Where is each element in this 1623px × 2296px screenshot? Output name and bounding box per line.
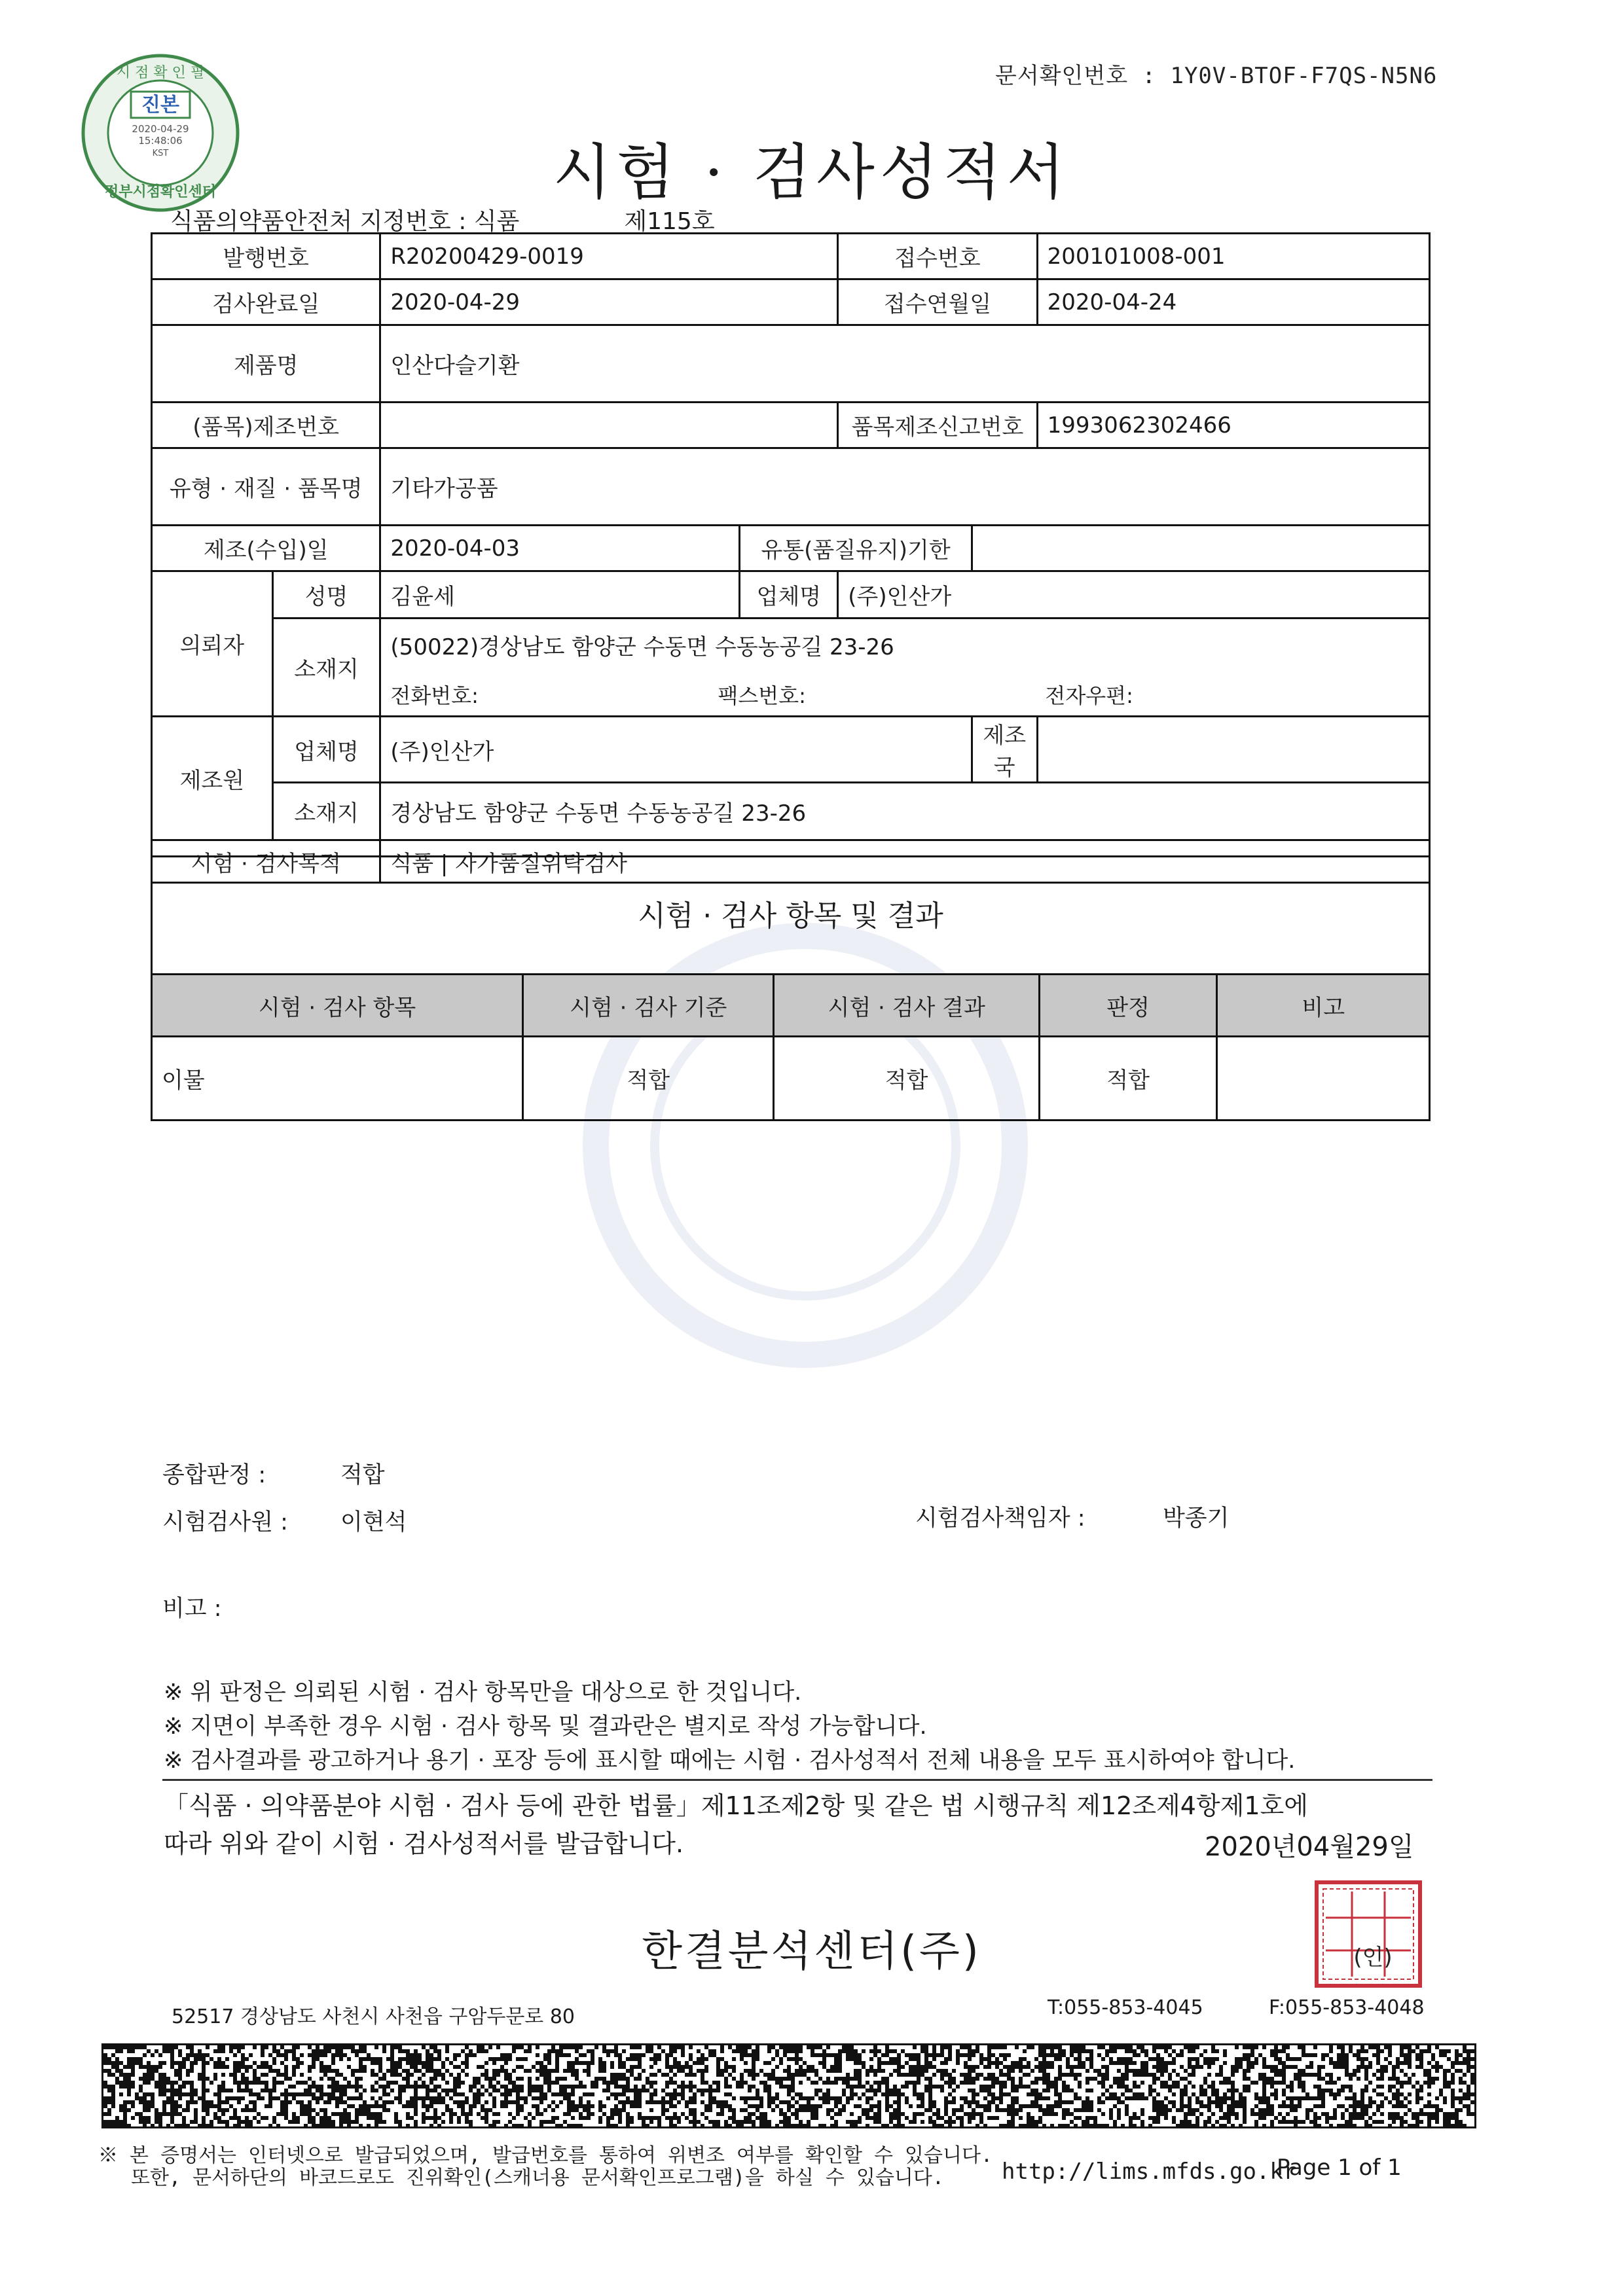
seal-top-text: 시 점 확 인 필: [116, 65, 205, 81]
company-tel: T:055-853-4045: [1048, 1996, 1203, 2019]
country-label: 제조국: [972, 717, 1037, 783]
legal-line-1: 「식품 · 의약품분야 시험 · 검사 등에 관한 법률」제11조제2항 및 같은 법 시행규칙 제12조제4항제1호에: [164, 1791, 1308, 1820]
company-stamp-icon: [1313, 1878, 1424, 1990]
company-fax: F:055-853-4048: [1269, 1996, 1425, 2019]
verification-barcode: [101, 2043, 1476, 2128]
table-row: [152, 1037, 1430, 1121]
lot-label: (품목)제조번호: [152, 403, 380, 448]
receipt-no: 200101008-001: [1037, 234, 1429, 279]
client-address-cell: [380, 619, 1430, 717]
result-remark: [1217, 1037, 1430, 1121]
result-standard: 적합: [523, 1037, 774, 1121]
email-label: 전자우편:: [1045, 683, 1133, 708]
manager-name: 박종기: [1163, 1505, 1230, 1532]
issue-no-label: 발행번호: [152, 234, 380, 279]
designation-number: 제115호: [624, 208, 715, 235]
client-label: 의뢰자: [152, 571, 273, 717]
overall-label: 종합판정 :: [162, 1462, 266, 1488]
complete-date: 2020-04-29: [380, 279, 838, 325]
result-item: 이물: [152, 1037, 523, 1121]
results-table: [151, 973, 1431, 1121]
seal-bottom-text: 정부시점확인센터: [104, 184, 217, 200]
client-company-label: 업체명: [740, 571, 838, 619]
client-name: 김윤세: [380, 571, 740, 619]
results-header-item: 시험 · 검사 항목: [152, 975, 523, 1037]
info-table: [151, 232, 1431, 884]
legal-line-2: 따라 위와 같이 시험 · 검사성적서를 발급합니다.: [164, 1829, 684, 1858]
receipt-date-label: 접수연월일: [838, 279, 1037, 325]
fax-label: 팩스번호:: [718, 683, 806, 708]
divider: [162, 1779, 1432, 1781]
lot-number: [380, 403, 838, 448]
client-company: (주)인산가: [838, 571, 1430, 619]
footer-note-1: ※ 본 증명서는 인터넷으로 발급되었으며, 발급번호를 통하여 위변조 여부를 확인할 수 있습니다.: [98, 2144, 993, 2167]
mfg-date: 2020-04-03: [380, 526, 740, 571]
result-value: 적합: [774, 1037, 1039, 1121]
maker-addr-label: 소재지: [272, 783, 380, 840]
page-number: Page 1 of 1: [1277, 2155, 1402, 2181]
purpose-label: 시험 · 검사목적: [152, 840, 380, 883]
report-no-label: 품목제조신고번호: [838, 403, 1037, 448]
product-label: 제품명: [152, 325, 380, 403]
manager-label: 시험검사책임자 :: [915, 1505, 1085, 1532]
mfg-date-label: 제조(수입)일: [152, 526, 380, 571]
note-2: ※ 지면이 부족한 경우 시험 · 검사 항목 및 결과란은 별지로 작성 가능합니다.: [164, 1713, 927, 1740]
purpose: 식품 | 자가품질위탁검사: [380, 840, 1430, 883]
maker-label: 제조원: [152, 717, 273, 840]
client-addr-label: 소재지: [272, 619, 380, 717]
receipt-date: 2020-04-24: [1037, 279, 1429, 325]
results-title: 시험 · 검사 항목 및 결과: [151, 855, 1431, 973]
client-address: (50022)경상남도 함양군 수동면 수동농공길 23-26: [390, 634, 894, 660]
expiry-date: [972, 526, 1429, 571]
results-header-standard: 시험 · 검사 기준: [523, 975, 774, 1037]
designation: [170, 203, 715, 236]
tester-name: 이현석: [340, 1509, 407, 1535]
receipt-no-label: 접수번호: [838, 234, 1037, 279]
seal-tz: KST: [152, 149, 169, 158]
remark-label: 비고 :: [162, 1596, 222, 1622]
maker-address: 경상남도 함양군 수동면 수동농공길 23-26: [380, 783, 1430, 840]
seal-time: 15:48:06: [138, 135, 183, 147]
client-name-label: 성명: [272, 571, 380, 619]
tester-label: 시험검사원 :: [162, 1509, 288, 1535]
maker-company-label: 업체명: [272, 717, 380, 783]
note-3: ※ 검사결과를 광고하거나 용기 · 포장 등에 표시할 때에는 시험 · 검사성적서 전체 내용을 모두 표시하여야 합니다.: [164, 1748, 1296, 1774]
note-1: ※ 위 판정은 의뢰된 시험 · 검사 항목만을 대상으로 한 것입니다.: [164, 1679, 802, 1706]
stamp-label: (인): [1353, 1945, 1393, 1971]
document-title: 시험 · 검사성적서: [553, 137, 1070, 207]
country: [1037, 717, 1429, 783]
barcode-pattern-icon: [103, 2045, 1474, 2126]
company-address: 52517 경상남도 사천시 사천읍 구암두문로 80: [172, 2005, 575, 2028]
type-label: 유형 · 재질 · 품목명: [152, 448, 380, 526]
verification-url[interactable]: http://lims.mfds.go.kr: [1002, 2159, 1297, 2185]
phone-label: 전화번호:: [390, 683, 479, 708]
notes: [164, 1676, 1295, 1778]
results-header-remark: 비고: [1217, 975, 1430, 1037]
doc-confirmation-number: 문서확인번호 : 1Y0V-BTOF-F7QS-N5N6: [995, 63, 1438, 89]
company-name: 한결분석센터(주): [642, 1928, 981, 1976]
issue-no: R20200429-0019: [380, 234, 838, 279]
results-header-result: 시험 · 검사 결과: [774, 975, 1039, 1037]
product-type: 기타가공품: [380, 448, 1430, 526]
report-number: 1993062302466: [1037, 403, 1429, 448]
result-judgement: 적합: [1039, 1037, 1217, 1121]
complete-date-label: 검사완료일: [152, 279, 380, 325]
seal-center-text: 진본: [141, 94, 179, 117]
expiry-label: 유통(품질유지)기한: [740, 526, 972, 571]
issue-date: 2020년04월29일: [1205, 1832, 1414, 1862]
overall-value: 적합: [340, 1462, 385, 1488]
manager: [915, 1500, 1230, 1533]
maker-company: (주)인산가: [380, 717, 972, 783]
seal-date: 2020-04-29: [132, 123, 189, 135]
overall-judgement: [162, 1457, 385, 1490]
results-header-judgement: 판정: [1039, 975, 1217, 1037]
product-name: 인산다슬기환: [380, 325, 1430, 403]
tester: [162, 1504, 407, 1537]
footer-note-2: 또한, 문서하단의 바코드로도 진위확인(스캐너용 문서확인프로그램)을 하실 수 있습니다.: [131, 2166, 944, 2189]
designation-label: 식품의약품안전처 지정번호 : 식품: [170, 208, 520, 235]
legal-statement: [164, 1787, 1308, 1863]
